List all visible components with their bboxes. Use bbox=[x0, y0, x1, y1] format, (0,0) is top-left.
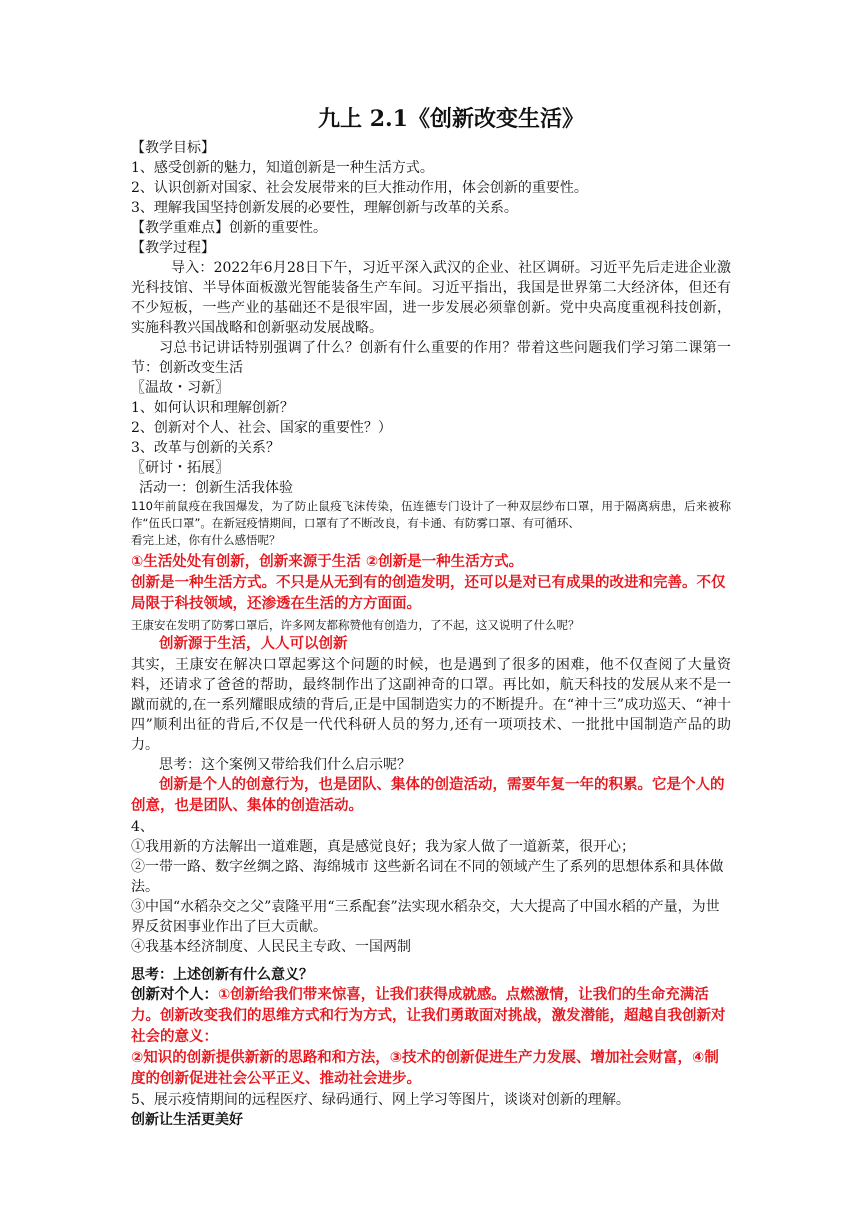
review-heading: 〖温故・习新〗 bbox=[131, 380, 229, 396]
objective-item: 2、认识创新对国家、社会发展带来的巨大推动作用，体会创新的重要性。 bbox=[131, 180, 588, 196]
objective-item: 1、感受创新的魅力，知道创新是一种生活方式。 bbox=[131, 160, 434, 176]
intro-question: 习总书记讲话特别强调了什么？创新有什么重要的作用？带着这些问题我们学习第二课第一节：创新改变生活 bbox=[131, 340, 731, 376]
example-item: ④我基本经济制度、人民民主专政、一国两制 bbox=[131, 939, 411, 955]
mask-story: 110年前鼠疫在我国爆发，为了防止鼠疫飞沫传染，伍连德专门设计了一种双层纱布口罩，用于隔离病患，后来被称作“伍氏口罩”。在新冠疫情期间，口罩有了不断改良，有卡通、有防雾口罩、有可循环、 bbox=[131, 499, 731, 530]
item-4-label: 4、 bbox=[131, 819, 154, 835]
answer-everyone-innovate: 创新源于生活，人人可以创新 bbox=[159, 636, 348, 652]
review-item: 3、改革与创新的关系？ bbox=[131, 440, 280, 456]
meaning-personal-label: 创新对个人： bbox=[131, 987, 218, 1003]
closing-line: 创新让生活更美好 bbox=[131, 1112, 243, 1128]
wang-question: 王康安在发明了防雾口罩后，许多网友都称赞他有创造力，了不起，这又说明了什么呢？ bbox=[131, 618, 580, 632]
intro-paragraph: 导入：2022年6月28日下午，习近平深入武汉的企业、社区调研。习近平先后走进企业激光科技馆、半导体面板激光智能装备生产车间。习近平指出，我国是世界第二大经济体，但还有不少短板，一些产业的基础还不是很牢固，进一步发展必须靠创新。党中央高度重视科技创新，实施科教兴国战略和创新驱动发展战略。 bbox=[131, 260, 731, 336]
key-points: 【教学重难点】创新的重要性。 bbox=[131, 220, 327, 236]
story-question: 看完上述，你有什么感悟呢？ bbox=[131, 533, 281, 547]
review-item: 1、如何认识和理解创新？ bbox=[131, 400, 294, 416]
review-item: 2、创新对个人、社会、国家的重要性？） bbox=[131, 420, 392, 436]
objective-item: 3、理解我国坚持创新发展的必要性，理解创新与改革的关系。 bbox=[131, 200, 518, 216]
objectives-heading: 【教学目标】 bbox=[131, 140, 215, 156]
answer-lifestyle: 创新是一种生活方式。不只是从无到有的创造发明，还可以是对已有成果的改进和完善。不仅局限于科技领域，还渗透在生活的方方面面。 bbox=[131, 575, 726, 612]
example-item: ③中国“水稻杂交之父”袁隆平用“三系配套”法实现水稻杂交，大大提高了中国水稻的产量，为世界反贫困事业作出了巨大贡献。 bbox=[131, 899, 720, 935]
document-body bbox=[131, 104, 731, 1130]
discuss-heading: 〖研讨・拓展〗 bbox=[131, 460, 229, 476]
activity-title: 活动一：创新生活我体验 bbox=[139, 480, 293, 496]
wang-story: 其实，王康安在解决口罩起雾这个问题的时候，也是遇到了很多的困难，他不仅查阅了大量资料，还请求了爸爸的帮助，最终制作出了这副神奇的口罩。再比如，航天科技的发展从来不是一蹴而就的,在一系列耀眼成绩的背后,正是中国制造实力的不断提升。在“神十三”成功巡天、“神十四”顺利出征的背后,不仅是一代代科研人员的努力,还有一项项技术、一批批中国制造产品的助力。 bbox=[131, 657, 731, 753]
meaning-personal bbox=[131, 985, 731, 1048]
think-question: 思考：这个案例又带给我们什么启示呢？ bbox=[159, 757, 411, 773]
process-heading: 【教学过程】 bbox=[131, 240, 215, 256]
answer-team-creation: 创新是个人的创意行为，也是团队、集体的创造活动，需要年复一年的积累。它是个人的创意，也是团队、集体的创造活动。 bbox=[131, 777, 725, 814]
example-item: ②一带一路、数字丝绸之路、海绵城市 这些新名词在不同的领域产生了系列的思想体系和具体做法。 bbox=[131, 859, 724, 895]
meaning-personal-text: ①创新给我们带来惊喜，让我们获得成就感。点燃激情，让我们的生命充满活力。创新改变我们的思维方式和行为方式，让我们勇敢面对挑战，激发潜能，超越自我创新对社会的意义： bbox=[131, 987, 726, 1045]
answer-life-innovation: ①生活处处有创新，创新来源于生活 ②创新是一种生活方式。 bbox=[131, 554, 524, 570]
item-5: 5、展示疫情期间的远程医疗、绿码通行、网上学习等图片，谈谈对创新的理解。 bbox=[131, 1092, 630, 1108]
example-item: ①我用新的方法解出一道难题，真是感觉良好；我为家人做了一道新菜，很开心； bbox=[131, 839, 635, 855]
meaning-social: ②知识的创新提供新新的思路和和方法，③技术的创新促进生产力发展、增加社会财富，④制度的创新促进社会公平正义、推动社会进步。 bbox=[131, 1050, 719, 1087]
page-title: 九上 2.1《创新改变生活》 bbox=[318, 106, 584, 132]
think-meaning-question: 思考：上述创新有什么意义？ bbox=[131, 967, 313, 983]
